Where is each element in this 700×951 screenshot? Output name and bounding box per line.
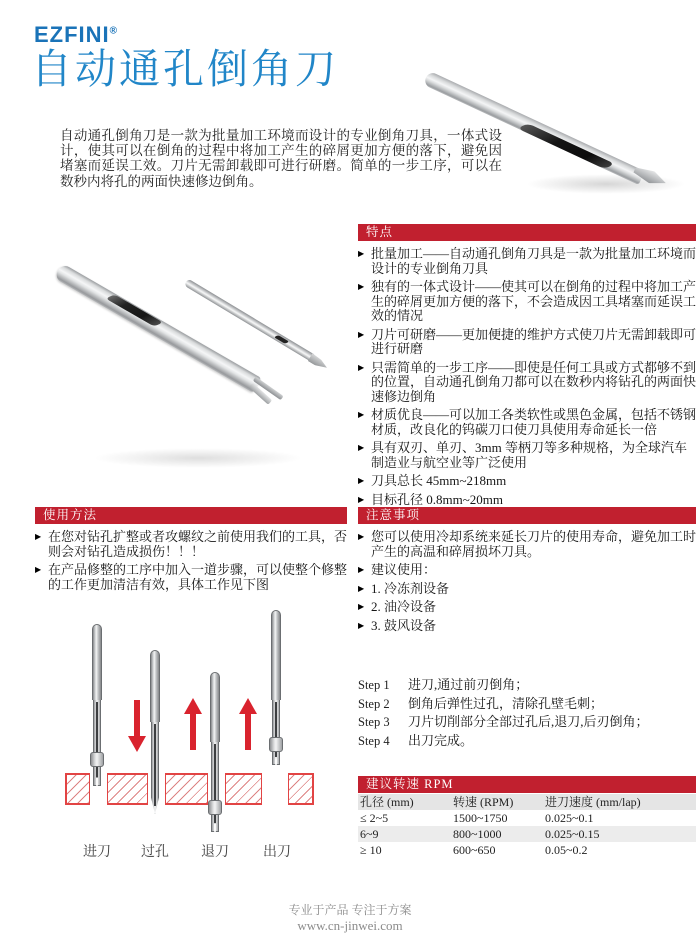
note-item	[358, 530, 698, 559]
step-label: Step 1	[358, 678, 390, 692]
table-header-cell: 转速 (RPM)	[453, 795, 514, 809]
tool-shaft	[271, 610, 281, 700]
diagram-label: 过孔	[141, 845, 169, 860]
table-cell: ≥ 10	[360, 843, 382, 857]
bullet-arrow-icon: ▶	[358, 583, 365, 593]
tool-slot	[106, 294, 163, 326]
bullet-arrow-icon: ▶	[35, 565, 42, 574]
table-cell: 1500~1750	[453, 811, 508, 825]
step-text: 倒角后弹性过孔，清除孔壁毛刺；	[408, 695, 604, 711]
table-header-cell: 进刀速度 (mm/lap)	[545, 795, 641, 809]
notes-section-header: 注意事项	[358, 507, 696, 524]
table-header-cell: 孔径 (mm)	[360, 795, 414, 809]
bullet-arrow-icon: ▶	[358, 282, 365, 291]
drill-tool-retract	[208, 672, 222, 844]
tool-slot	[274, 335, 290, 344]
tool-shaft	[210, 672, 220, 742]
photo-shadow	[93, 448, 303, 468]
page-title: 自动通孔倒角刀	[31, 46, 339, 92]
steps-list	[358, 678, 698, 752]
table-row	[358, 826, 696, 842]
feature-text: 批量加工——自动通孔倒角刀具是一款为批量加工环境而设计的专业倒角刀具	[371, 246, 697, 276]
notes-list	[358, 530, 698, 637]
page-footer	[0, 903, 700, 934]
step-text: 出刀完成。	[408, 732, 474, 748]
feature-item	[358, 328, 698, 357]
table-cell: ≤ 2~5	[360, 811, 389, 825]
step-label: Step 3	[358, 715, 390, 729]
chamfer-tool-image	[423, 71, 645, 185]
table-header-row	[358, 794, 696, 810]
feature-text: 材质优良——可以加工各类软性或黑色金属，包括不锈钢材质，改良化的钨碳刀口使刀具使用寿命延长一倍	[371, 407, 697, 437]
product-photo-main	[38, 236, 353, 494]
usage-section-header: 使用方法	[35, 507, 347, 524]
table-cell: 0.05~0.2	[545, 843, 588, 857]
bullet-arrow-icon: ▶	[358, 329, 365, 339]
registered-mark-icon: ®	[109, 25, 119, 37]
feature-text: 只需简单的一步工序——即使是任何工具或方式都够不到的位置，自动通孔倒角刀都可以在数秒内将钻孔的两面快速修边倒角	[371, 359, 697, 404]
table-row	[358, 810, 696, 826]
table-cell: 0.025~0.15	[545, 827, 600, 841]
down-arrow-icon	[128, 700, 146, 752]
tool-collar	[269, 737, 283, 752]
feature-item	[358, 280, 698, 324]
tool-shaft	[92, 624, 102, 700]
step-row	[358, 678, 698, 693]
step-row	[358, 715, 698, 730]
note-item	[358, 619, 698, 634]
diagram-label: 进刀	[83, 845, 111, 860]
footer-slogan: 专业于产品 专注于方案	[288, 903, 412, 917]
feature-text: 目标孔径 0.8mm~20mm	[371, 491, 503, 507]
bullet-arrow-icon: ▶	[35, 532, 42, 541]
step-label: Step 4	[358, 733, 390, 748]
note-text: 2. 油冷设备	[371, 599, 437, 614]
features-section-header: 特点	[358, 224, 696, 241]
note-item	[358, 582, 698, 597]
tool-tip	[151, 722, 159, 814]
note-text: 3. 鼓风设备	[371, 617, 437, 633]
brand-logo-text: EZFINI	[34, 22, 110, 47]
usage-text: 在您对钻孔扩整或者攻螺纹之前使用我们的工具，否则会对钻孔造成损伤！！！	[48, 529, 348, 559]
diagram-label: 退刀	[201, 845, 229, 860]
photo-shadow	[526, 174, 686, 194]
note-text: 建议使用：	[371, 562, 437, 577]
tool-tip	[93, 700, 101, 786]
table-cell: 0.025~0.1	[545, 811, 594, 825]
rpm-section-header: 建议转速 RPM	[358, 776, 696, 793]
feature-text: 具有双刃、单刃、3mm 等柄刀等多种规格，为全球汽车制造业与航空业等广泛使用	[371, 440, 687, 470]
product-photo-top	[396, 28, 696, 213]
usage-item	[35, 530, 349, 559]
tool-slot	[154, 724, 156, 806]
features-list	[358, 247, 698, 511]
bullet-arrow-icon: ▶	[358, 532, 365, 541]
usage-text: 在产品修整的工序中加入一道步骤，可以使整个修整的工作更加清洁有效，具体工作见下图	[48, 562, 348, 592]
footer-website: www.cn-jinwei.com	[297, 918, 403, 933]
process-diagram	[40, 610, 340, 875]
note-item	[358, 563, 698, 578]
drill-hole	[261, 773, 289, 805]
step-row	[358, 697, 698, 712]
tool-slot	[518, 123, 615, 169]
table-row	[358, 842, 696, 858]
bullet-arrow-icon: ▶	[358, 620, 365, 630]
note-text: 您可以使用冷却系统来延长刀片的使用寿命，避免加工时产生的高温和碎屑损坏刀具。	[371, 529, 697, 559]
up-arrow-icon	[239, 698, 257, 750]
bullet-arrow-icon: ▶	[358, 602, 365, 611]
step-row	[358, 734, 698, 749]
bullet-arrow-icon: ▶	[358, 565, 365, 574]
usage-item	[35, 563, 349, 592]
note-item	[358, 600, 698, 615]
feature-item	[358, 441, 698, 470]
drill-tool-exit	[269, 610, 283, 776]
feature-item	[358, 493, 698, 508]
step-text: 刀片切削部分全部过孔后,退刀,后刃倒角；	[408, 714, 649, 729]
feature-item	[358, 408, 698, 437]
chamfer-tool-large-image	[54, 263, 262, 393]
bullet-arrow-icon: ▶	[358, 443, 365, 452]
tool-tip	[308, 353, 330, 371]
diagram-label: 出刀	[263, 845, 291, 860]
tool-tip	[211, 742, 219, 832]
bullet-arrow-icon: ▶	[358, 362, 365, 372]
note-text: 1. 冷冻剂设备	[371, 580, 450, 596]
tool-tip	[272, 700, 280, 765]
table-cell: 600~650	[453, 843, 496, 857]
step-text: 进刀,通过前刃倒角；	[408, 677, 529, 692]
drill-tool-feed-in	[90, 624, 104, 800]
bullet-arrow-icon: ▶	[358, 494, 365, 504]
feature-text: 刀具总长 45mm~218mm	[371, 473, 507, 488]
drill-tool-through-hole	[148, 650, 162, 824]
up-arrow-icon	[184, 698, 202, 750]
feature-item	[358, 247, 698, 276]
rpm-table	[358, 794, 696, 858]
bullet-arrow-icon: ▶	[358, 476, 365, 485]
feature-text: 独有的一体式设计——使其可以在倒角的过程中将加工产生的碎屑更加方便的落下，不会造成因工具堵塞而延误工效的情况	[371, 279, 697, 323]
tool-collar	[90, 752, 104, 767]
feature-item	[358, 361, 698, 405]
step-label: Step 2	[358, 696, 390, 711]
bullet-arrow-icon: ▶	[358, 410, 365, 419]
bullet-arrow-icon: ▶	[358, 249, 365, 258]
tool-shaft	[150, 650, 160, 722]
table-cell: 800~1000	[453, 827, 502, 841]
intro-paragraph: 自动通孔倒角刀是一款为批量加工环境而设计的专业倒角刀具，一体式设计，使其可以在倒角的过程中将加工产生的碎屑更加方便的落下，避免因堵塞而延误工效。刀片无需卸载即可进行研磨。简单的一步工序，可以在数秒内将孔的两面快速修边倒角。	[60, 128, 502, 189]
feature-text: 刀片可研磨——更加便捷的维护方式使刀片无需卸载即可进行研磨	[371, 326, 697, 356]
tool-collar	[208, 800, 222, 815]
feature-item	[358, 474, 698, 489]
table-cell: 6~9	[360, 827, 379, 841]
usage-list	[35, 530, 349, 596]
